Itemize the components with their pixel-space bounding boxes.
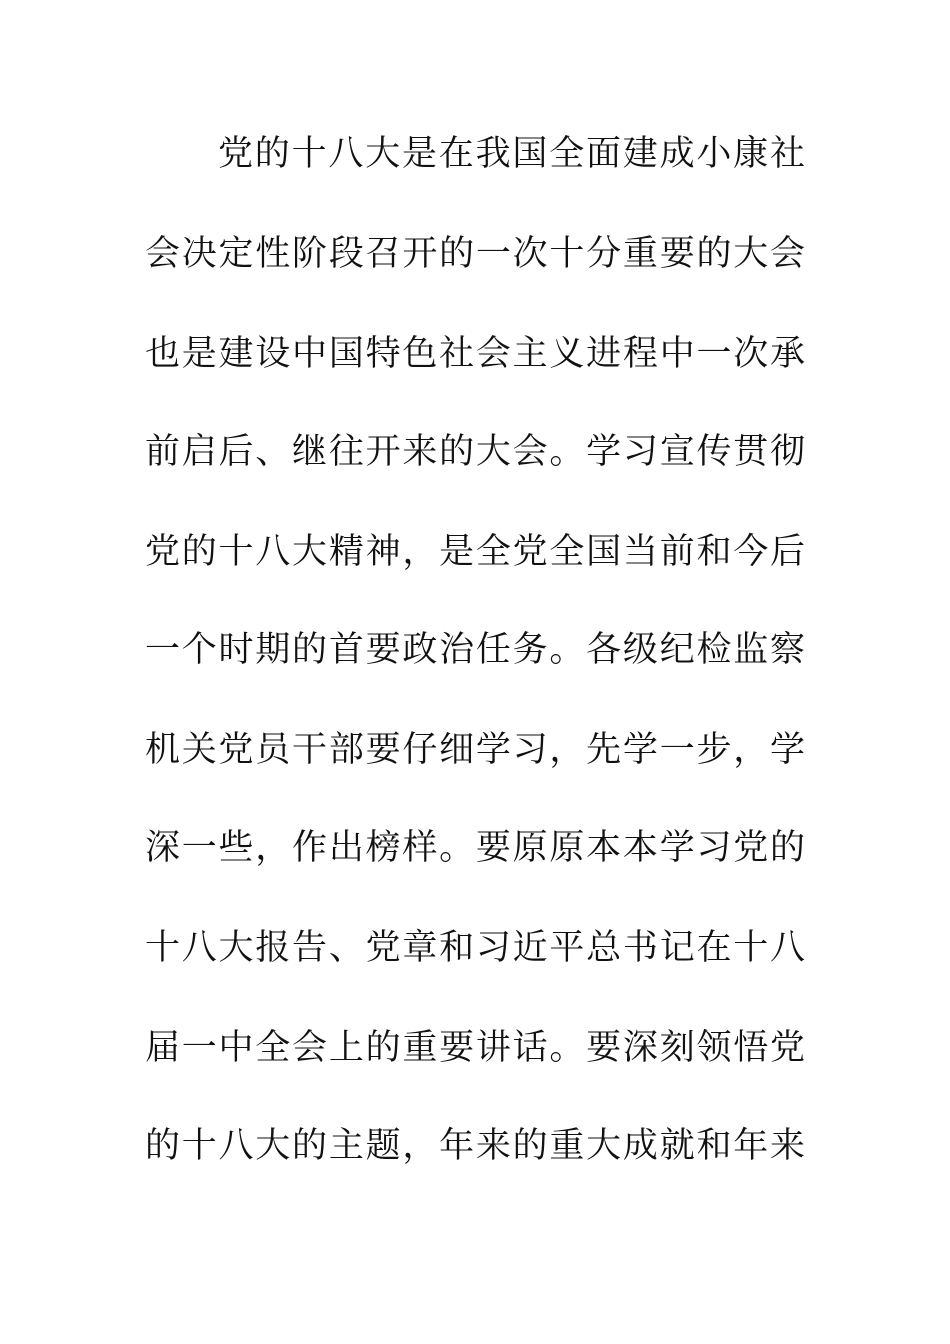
- paragraph-line-7: 机关党员干部要仔细学习，先学一步，学: [145, 730, 805, 770]
- paragraph-line-4: 前启后、继往开来的大会。学习宣传贯彻: [145, 432, 805, 472]
- paragraph-line-11: 的十八大的主题，年来的重大成就和年来: [145, 1126, 805, 1166]
- paragraph-line-3: 也是建设中国特色社会主义进程中一次承: [145, 334, 805, 374]
- paragraph-line-5: 党的十八大精神，是全党全国当前和今后: [145, 532, 805, 572]
- paragraph-line-2: 会决定性阶段召开的一次十分重要的大会: [145, 234, 805, 274]
- paragraph-line-9: 十八大报告、党章和习近平总书记在十八: [145, 928, 805, 968]
- paragraph-line-8: 深一些，作出榜样。要原原本本学习党的: [145, 828, 805, 868]
- paragraph-line-10: 届一中全会上的重要讲话。要深刻领悟党: [145, 1028, 805, 1068]
- paragraph-line-6: 一个时期的首要政治任务。各级纪检监察: [145, 630, 805, 670]
- paragraph-line-1: 党的十八大是在我国全面建成小康社: [218, 134, 805, 174]
